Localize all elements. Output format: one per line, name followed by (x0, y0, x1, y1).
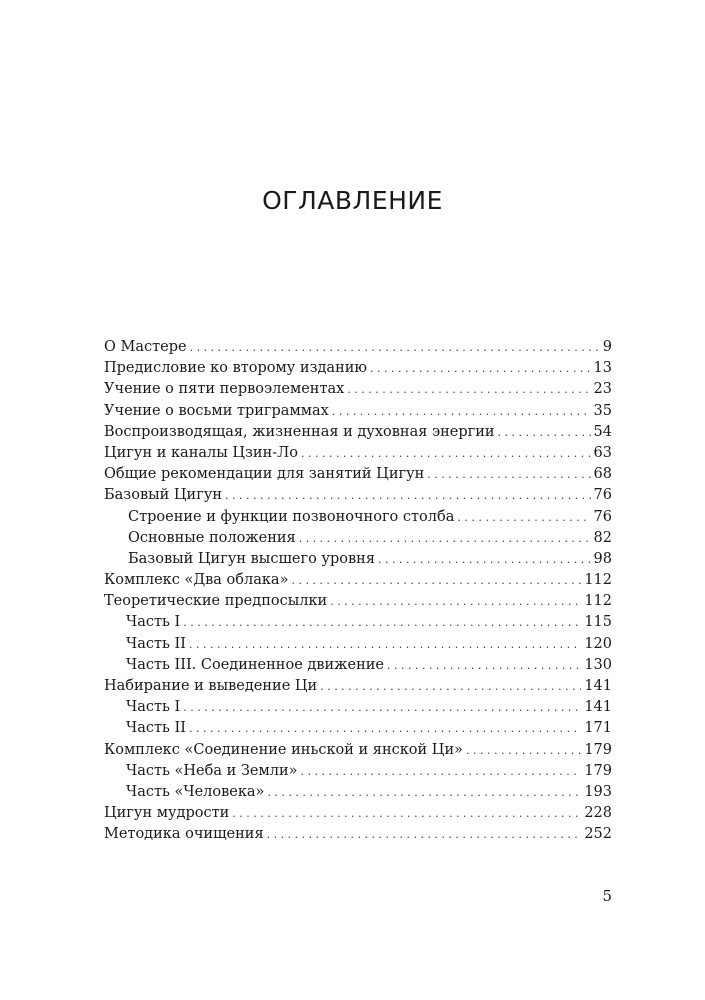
dot-leader (190, 337, 600, 358)
entry-title: Комплекс «Два облака» (104, 572, 289, 589)
toc-subentry (104, 718, 612, 739)
entry-title: Часть III. Соединенное движение (126, 656, 384, 673)
entry-page: 141 (584, 678, 612, 694)
dot-leader (183, 697, 581, 718)
dot-leader (378, 549, 591, 570)
entry-title: Воспроизводящая, жизненная и духовная энергии (104, 423, 495, 440)
toc-entry (104, 337, 612, 358)
entry-page: 35 (593, 402, 612, 419)
toc-subentry (104, 697, 612, 718)
toc-entry (104, 422, 612, 443)
entry-page: 23 (593, 381, 612, 398)
toc-entry (104, 464, 612, 485)
entry-page: 98 (593, 550, 612, 567)
table-of-contents (104, 337, 612, 846)
entry-page: 252 (584, 826, 612, 843)
dot-leader (189, 634, 581, 655)
toc-entry (104, 358, 612, 379)
dot-leader (183, 612, 581, 633)
dot-leader (267, 824, 582, 845)
entry-page: 82 (593, 529, 612, 546)
toc-subentry (104, 655, 612, 676)
dot-leader (320, 676, 581, 697)
entry-page: 179 (584, 741, 612, 758)
toc-subentry (104, 612, 612, 633)
entry-title: Цигун и каналы Цзин-Ло (104, 444, 298, 461)
entry-page: 76 (593, 508, 612, 525)
toc-entry (104, 740, 612, 761)
entry-page: 130 (584, 656, 612, 673)
toc-subentry (104, 507, 612, 528)
entry-title: Учение о пяти первоэлементах (104, 381, 345, 398)
toc-subentry (104, 634, 612, 655)
entry-title: Часть II (126, 635, 186, 652)
entry-page: 193 (584, 783, 612, 800)
toc-subentry (104, 528, 612, 549)
entry-page: 179 (584, 762, 612, 779)
toc-entry (104, 591, 612, 612)
toc-entry (104, 570, 612, 591)
dot-leader (347, 379, 590, 400)
dot-leader (291, 570, 581, 591)
entry-page: 228 (584, 805, 612, 822)
entry-title: Методика очищения (104, 826, 264, 843)
toc-entry (104, 824, 612, 845)
dot-leader (387, 655, 581, 676)
entry-page: 13 (593, 360, 612, 377)
dot-leader (232, 803, 581, 824)
entry-page: 54 (593, 423, 612, 440)
entry-title: Основные положения (128, 529, 296, 546)
page-number: 5 (602, 887, 612, 905)
page-title: ОГЛАВЛЕНИЕ (262, 186, 443, 215)
entry-title: Часть I (126, 614, 181, 631)
entry-title: Набирание и выведение Ци (104, 678, 318, 694)
entry-title: Часть «Неба и Земли» (126, 762, 298, 779)
dot-leader (466, 740, 581, 761)
dot-leader (370, 358, 591, 379)
dot-leader (301, 443, 591, 464)
dot-leader (427, 464, 590, 485)
entry-page: 112 (584, 593, 612, 610)
toc-entry (104, 443, 612, 464)
dot-leader (498, 422, 591, 443)
entry-title: Учение о восьми триграммах (104, 402, 329, 419)
entry-title: Часть II (126, 720, 186, 737)
toc-subentry (104, 782, 612, 803)
toc-entry (104, 676, 612, 697)
entry-title: Предисловие ко второму изданию (104, 360, 368, 377)
entry-page: 115 (584, 614, 612, 631)
entry-page: 68 (593, 466, 612, 483)
entry-page: 76 (593, 487, 612, 504)
entry-page: 141 (584, 699, 612, 716)
entry-title: Часть I (126, 699, 181, 716)
entry-title: Базовый Цигун высшего уровня (128, 550, 375, 567)
dot-leader (301, 761, 582, 782)
entry-page: 120 (584, 635, 612, 652)
dot-leader (299, 528, 591, 549)
dot-leader (330, 591, 581, 612)
toc-entry (104, 803, 612, 824)
entry-page: 9 (602, 339, 612, 355)
toc-subentry (104, 761, 612, 782)
dot-leader (332, 401, 591, 422)
entry-title: О Мастере (104, 339, 187, 355)
entry-title: Часть «Человека» (126, 783, 265, 800)
toc-entry (104, 379, 612, 400)
dot-leader (189, 718, 581, 739)
entry-title: Теоретические предпосылки (104, 593, 328, 610)
entry-title: Цигун мудрости (104, 805, 230, 822)
dot-leader (457, 507, 590, 528)
entry-page: 112 (584, 572, 612, 589)
toc-entry (104, 401, 612, 422)
dot-leader (225, 485, 591, 506)
dot-leader (267, 782, 581, 803)
entry-title: Комплекс «Соединение иньской и янской Ци» (104, 741, 463, 758)
toc-entry (104, 485, 612, 506)
entry-title: Базовый Цигун (104, 487, 223, 504)
entry-title: Строение и функции позвоночного столба (128, 508, 455, 525)
entry-page: 63 (593, 444, 612, 461)
toc-subentry (104, 549, 612, 570)
entry-page: 171 (584, 720, 612, 737)
entry-title: Общие рекомендации для занятий Цигун (104, 466, 425, 483)
